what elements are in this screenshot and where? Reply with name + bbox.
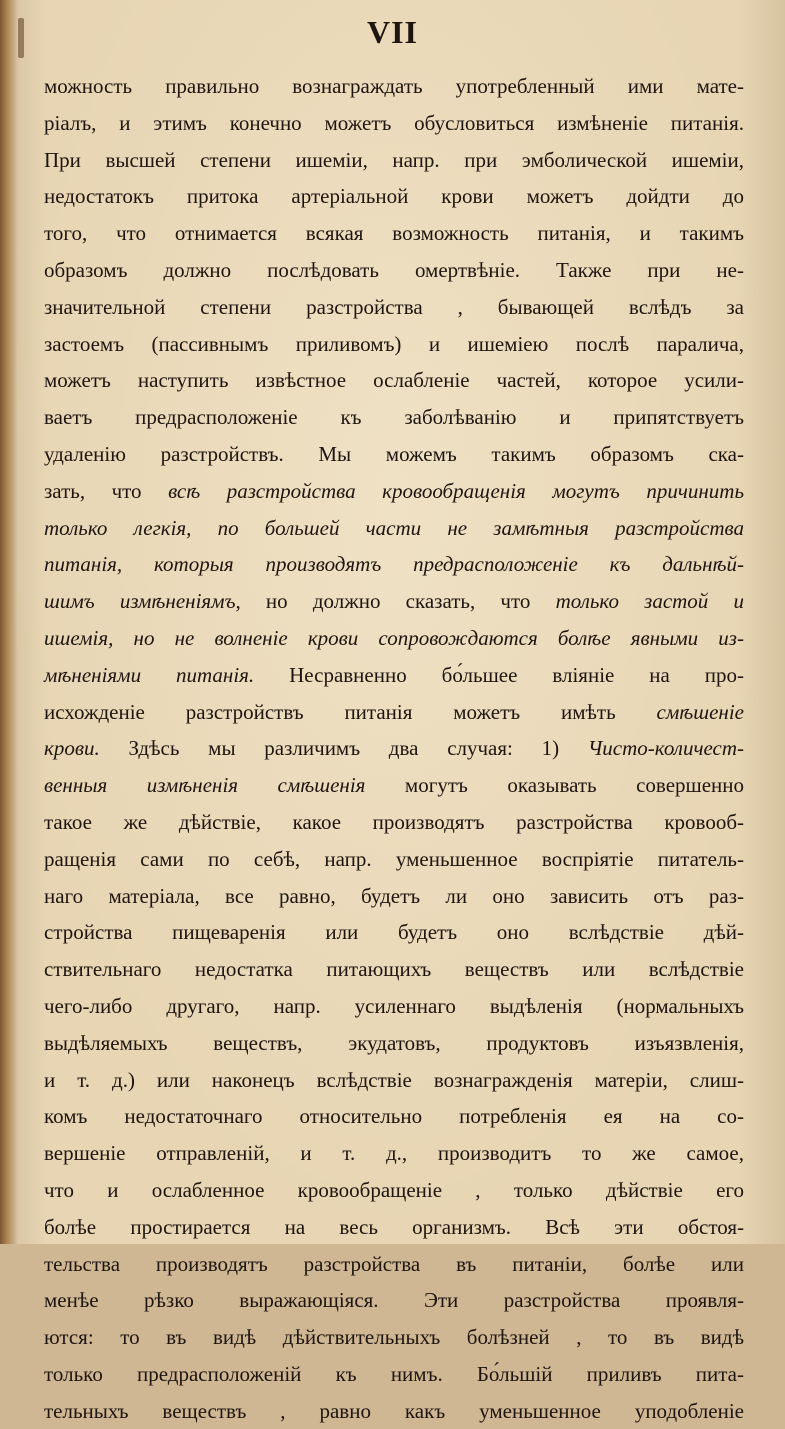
text-segment: могутъ оказывать совершенно <box>365 773 744 798</box>
text-segment: стройства пищеваренія или будетъ оно вслѣдствіе дѣй- <box>44 920 744 945</box>
text-line <box>44 841 744 878</box>
text-segment: можность правильно вознаграждать употребленный ими мате- <box>44 74 744 98</box>
text-segment: вершеніе отправленій, и т. д., производитъ то же самое, <box>44 1141 744 1166</box>
text-segment: ваетъ предрасположеніе къ заболѣванію и припятствуетъ <box>44 405 744 430</box>
text-segment: ріалъ, и этимъ конечно можетъ обусловиться измѣненіе питанія. <box>44 110 744 135</box>
text-line <box>44 399 744 436</box>
text-segment: можетъ наступить извѣстное ослабленіе частей, которое усили- <box>44 368 744 393</box>
text-line <box>44 252 744 289</box>
body-text <box>44 68 744 1429</box>
italic-text-segment: Чисто-количест- <box>587 736 744 761</box>
text-segment: исхожденіе разстройствъ питанія можетъ имѣть <box>44 699 657 724</box>
text-segment: такое же дѣйствіе, какое производятъ разстройства кровооб- <box>44 809 744 834</box>
italic-text-segment: ишемія, но не волненіе крови сопровождаются болѣе явными из- <box>44 625 744 650</box>
text-segment: менѣе рѣзко выражающіяся. Эти разстройства проявля- <box>44 1288 744 1313</box>
italic-text-segment: шимъ измѣненіямъ, <box>44 589 241 614</box>
text-line <box>44 694 744 731</box>
text-segment: что и ослабленное кровообращеніе , только дѣйствіе его <box>44 1177 744 1202</box>
page-binding-edge <box>0 0 18 1244</box>
text-segment: ются: то въ видѣ дѣйствительныхъ болѣзней , то въ видѣ <box>44 1325 744 1350</box>
text-line <box>44 620 744 657</box>
text-line <box>44 436 744 473</box>
text-line <box>44 215 744 252</box>
text-line <box>44 1025 744 1062</box>
italic-text-segment: крови. <box>44 736 100 761</box>
text-line <box>44 510 744 547</box>
text-line <box>44 1282 744 1319</box>
text-segment: Здѣсь мы различимъ два случая: 1) <box>99 736 588 761</box>
text-line <box>44 1098 744 1135</box>
text-line <box>44 289 744 326</box>
text-line <box>44 178 744 215</box>
text-segment: ращенія сами по себѣ, напр. уменьшенное воспріятіе питатель- <box>44 846 744 871</box>
italic-text-segment: питанія, которыя производятъ предрасположеніе къ дальнѣй- <box>44 552 744 577</box>
italic-text-segment: смѣшеніе <box>656 699 744 724</box>
text-line <box>44 583 744 620</box>
text-segment: только предрасположеній къ нимъ. Бо́льшій приливъ пита- <box>44 1361 744 1386</box>
text-segment: недостатокъ притока артеріальной крови можетъ дойдти до <box>44 184 744 209</box>
text-segment: выдѣляемыхъ веществъ, экудатовъ, продуктовъ изъязвленія, <box>44 1030 744 1055</box>
text-segment: зать, что <box>44 478 169 503</box>
text-line <box>44 914 744 951</box>
italic-text-segment: венныя измѣненія смѣшенія <box>44 773 366 798</box>
italic-text-segment: только застой и <box>555 589 744 614</box>
text-line <box>44 142 744 179</box>
text-line <box>44 473 744 510</box>
text-segment: удаленію разстройствъ. Мы можемъ такимъ образомъ ска- <box>44 441 744 466</box>
text-line <box>44 1393 744 1429</box>
text-segment: наго матеріала, все равно, будетъ ли оно зависить отъ раз- <box>44 883 744 908</box>
italic-text-segment: только легкія, по большей части не замѣтныя разстройства <box>44 515 744 540</box>
text-line <box>44 878 744 915</box>
text-line <box>44 68 744 105</box>
text-segment: болѣе простирается на весь организмъ. Всѣ эти обстоя- <box>44 1214 744 1239</box>
text-line <box>44 951 744 988</box>
text-line <box>44 1319 744 1356</box>
text-line <box>44 326 744 363</box>
text-segment: и т. д.) или наконецъ вслѣдствіе вознагражденія матеріи, слиш- <box>44 1067 744 1092</box>
italic-text-segment: мѣненіями питанія. <box>44 662 255 687</box>
text-segment: тельства производятъ разстройства въ питаніи, болѣе или <box>44 1251 744 1276</box>
text-line <box>44 1356 744 1393</box>
text-line <box>44 730 744 767</box>
text-line <box>44 1246 744 1283</box>
text-line <box>44 546 744 583</box>
italic-text-segment: всѣ разстройства кровообращенія могутъ причинить <box>168 478 745 503</box>
text-segment: При высшей степени ишеміи, напр. при эмболической ишеміи, <box>44 147 744 172</box>
text-line <box>44 1209 744 1246</box>
text-segment: того, что отнимается всякая возможность питанія, и такимъ <box>44 221 744 246</box>
text-segment: тельныхъ веществъ , равно какъ уменьшенное уподобленіе <box>44 1398 744 1423</box>
text-segment: значительной степени разстройства , бывающей вслѣдъ за <box>44 294 744 319</box>
text-line <box>44 1062 744 1099</box>
text-line <box>44 804 744 841</box>
text-segment: чего-либо другаго, напр. усиленнаго выдѣленія (нормальныхъ <box>44 993 744 1018</box>
text-segment: но должно сказать, что <box>240 589 556 614</box>
text-line <box>44 1135 744 1172</box>
text-segment: комъ недостаточнаго относительно потребленія ея на со- <box>44 1104 744 1129</box>
text-line <box>44 767 744 804</box>
text-line <box>44 988 744 1025</box>
text-segment: образомъ должно послѣдовать омертвѣніе. Также при не- <box>44 257 744 282</box>
text-line <box>44 657 744 694</box>
text-segment: ствительнаго недостатка питающихъ веществъ или вслѣдствіе <box>44 957 744 982</box>
text-line <box>44 105 744 142</box>
text-segment: застоемъ (пассивнымъ приливомъ) и ишеміею послѣ паралича, <box>44 331 744 356</box>
text-line <box>44 1172 744 1209</box>
text-line <box>44 362 744 399</box>
page-number: VII <box>366 14 418 50</box>
text-segment: Несравненно бо́льшее вліяніе на про- <box>254 662 744 687</box>
